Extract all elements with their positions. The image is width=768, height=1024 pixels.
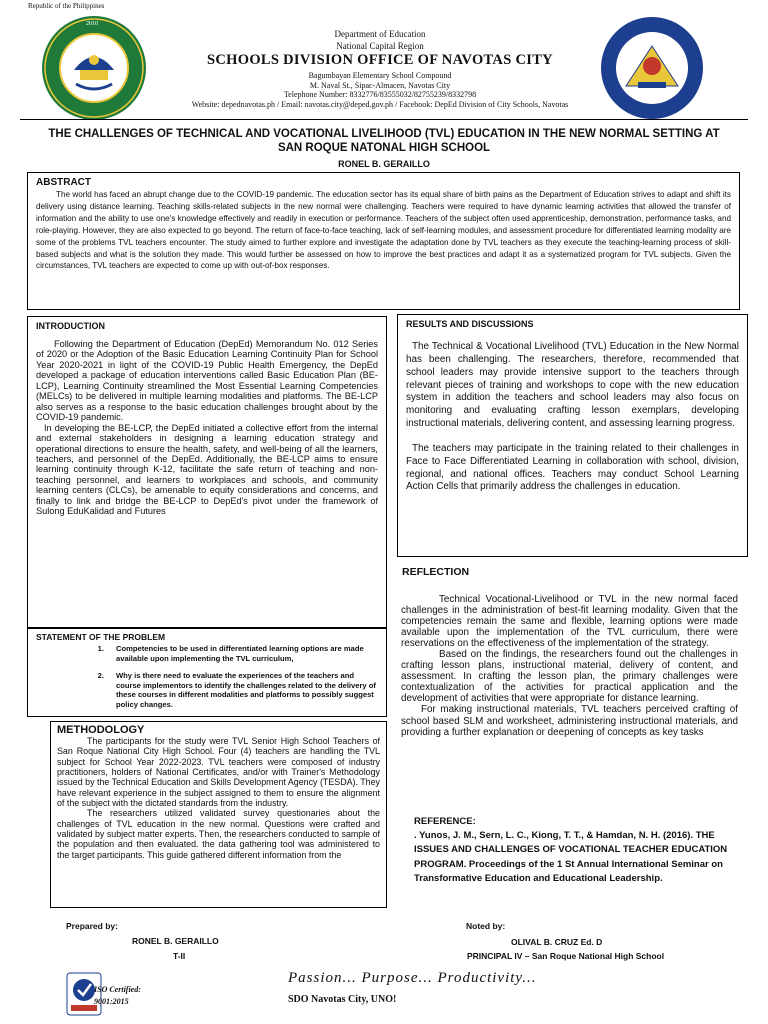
list-number: 2. [97,671,104,680]
reference-heading: REFERENCE: [414,816,476,827]
reflection-paragraph: Based on the findings, the researchers found out the challenges in crafting lesson plans, instructional material, delivery of content, and assessment. In crafting the lesson plan, the primary challenges were contextualization of the activities for practical application and the development of activities that were appropriate for distance learning. [401,649,738,705]
abstract-heading: ABSTRACT [36,177,91,188]
results-section [397,314,748,557]
reflection-heading: REFLECTION [402,566,470,578]
noted-by-label: Noted by: [466,921,506,931]
introduction-paragraph: Following the Department of Education (DepEd) Memorandum No. 012 Series of 2020 or the Adoption of the Basic Education Learning Continuity Plan for School Year 2020-2021 in light of the COVID-19 Public Health Emergency, the DepEd developed a package of education interventions called Basic Education Plan (BE-LCP), Learning Continuity streamlined the Most Essential Learning Competencies (MELCs) to be delivered in multiple learning modalities and platforms. The BE-LCP also serves as a response to the basic education challenges brought about by the COVID-19 pandemic. [36,339,378,423]
list-text: Why is there need to evaluate the experiences of the teachers and course implementors to identify the challenges related to the delivery of these courses in different modalities and platforms to possibly suggest policy changes. [116,671,376,709]
introduction-section [27,316,387,628]
sdo-navotas-seal [40,14,148,122]
results-paragraph: The Technical & Vocational Livelihood (TVL) Education in the New Normal has been challenging. The researchers, therefore, recommended that school leaders may provide intensive support to the teachers through relevant pieces of training and workshops to cope with the new education system in addition the teachers and school leaders may also focus on monitoring and evaluating crafting lesson exemplars, developing instructional materials, delivering content, and assessing learning progress. [406,341,739,430]
seal-year-label: 2010 [86,21,98,27]
author-name: RONEL B. GERAILLO [338,159,430,169]
methodology-section [50,721,387,908]
results-heading: RESULTS AND DISCUSSIONS [406,319,534,329]
deped-seal [600,16,704,120]
department-heading: Department of Education National Capital Region [334,29,426,51]
republic-label: Republic of the Philippines [28,2,105,10]
introduction-heading: INTRODUCTION [36,321,105,331]
office-name: SCHOOLS DIVISION OFFICE OF NAVOTAS CITY [207,52,553,68]
list-number: 1. [97,644,104,653]
methodology-paragraph: The participants for the study were TVL Senior High School Teachers of San Roque National City High School. Four (4) teachers are handling the TVL subject for School Year 2022-2023. TVL teachers were composed of industry practitioners, holders of National Certificates, and/or with Trainer's Methodology issued by the Technical Education and Skills Development Agency (TESDA). They have relevant experience in the subject assigned to them to ensure the alignment of the subject with the dictated standards from the industry. [57,736,380,809]
methodology-heading: METHODOLOGY [57,724,145,736]
noted-by-role: PRINCIPAL IV – San Roque National High School [467,951,665,961]
list-text: Competencies to be used in differentiated learning options are made available upon implementing the TVL curriculum, [116,644,364,663]
prepared-by-label: Prepared by: [66,921,118,931]
introduction-paragraph: In developing the BE-LCP, the DepEd initiated a collective effort from the internal and external stakeholders in designing a learning education strategy and operational directions to ensure the health, safety, and well-being of all the learners, teachers, and personnel of the DepEd. Additionally, the BE-LCP aims to ensure learning continuity through K-12, facilitate the safe return of teaching and non-teaching personnel, and learners to workplaces and schools, and community learning centers (CLCs), be amenable to equity considerations and concerns, and finally to link and bridge the BE-LCP to DepEd's pivot under the framework of Sulong EduKalidad and Futures [36,422,378,517]
abstract-section [27,172,740,310]
results-paragraph: The teachers may participate in the training related to their challenges in Face to Face Differentiated Learning in collaboration with school, division, regional, and national offices. Teachers may conduct School Learning Action Cells that primarily address the challenges in education. [406,442,739,493]
reflection-body [401,594,738,738]
prepared-by-name: RONEL B. GERAILLO [132,936,219,946]
iso-certified-text: ISO Certified: 9001:2015 [94,985,141,1006]
noted-by-name: OLIVAL B. CRUZ Ed. D [511,937,603,947]
paper-title: THE CHALLENGES OF TECHNICAL AND VOCATIONAL LIVELIHOOD (TVL) EDUCATION IN THE NEW NORMAL SETTING AT SAN ROQUE NATONAL HIGH SCHOOL [48,128,720,154]
statement-heading: STATEMENT OF THE PROBLEM [36,632,166,642]
prepared-by-role: T-II [173,951,186,961]
reflection-paragraph: For making instructional materials, TVL teachers perceived crafting of school based SLM and worksheet, administering instructional materials, and providing a further explanation or deepening of concepts as key tasks [401,704,738,738]
methodology-paragraph: The researchers utilized validated survey questionaries about the challenges of TVL education in the new normal. Questions were crafted and validated by subject matter experts. Then, the researchers conducted to sample of the population and then evaluated. the data gathering tool was administered to the target participants. This guide gathered different information from the [57,808,380,860]
statement-section [27,628,387,717]
statement-list [36,644,378,709]
reference-text: . Yunos, J. M., Sern, L. C., Kiong, T. T., & Hamdan, N. H. (2016). THE ISSUES AND CHALLENGES OF VOCATIONAL TEACHER EDUCATION PROGRAM. Proceedings of the 1 St Annual International Seminar on Transformative Education and Educational Leadership. [414,830,728,884]
header-divider [20,119,748,120]
office-address: Bagumbayan Elementary School Compound M. Naval St., Sipac-Almacen, Navotas City Telephone Number: 8332776/83555032/82755239/8332798 Website: depednavotas.ph / Email: navotas.city@deped.gov.ph / Facebook: DepEd Division of City Schools, Navotas [191,71,569,109]
list-item [36,644,378,663]
list-item [36,671,378,709]
motto-text: Passion... Purpose... Productivity... [288,970,537,986]
reflection-paragraph: Technical Vocational-Livelihood or TVL in the new normal faced challenges in the administration of best-fit learning modality. Given that the competencies remain the same and flexible, learning options were made available upon the implementation of the TVL curriculum, there were reservations on the effectiveness of the implementation of the strategy. [401,594,738,650]
sdo-slogan: SDO Navotas City, UNO! [288,994,397,1005]
abstract-text: The world has faced an abrupt change due to the COVID-19 pandemic. The education sector has its equal share of birth pains as the Department of Education strives to adapt and shift its delivery using distance learning. Teaching skills-related subjects in the new normal were challenging. Teachers were required to have dynamic learning activities that allowed the transfer of information and the ability to use one's knowledge effectively and readily in execution or performance. Teachers of the subject often used apprenticeship, demonstration, performance tasks, and role-playing. However, they are also expected to go beyond. The return of face-to-face teaching, lack of self-learning modules, and assessment procedure for differentiated learning modality are some of the problems TVL teachers encounter. The study aimed to further explore and investigate the adaptation done by TVL teachers as they execute the teaching-learning process of skill-based subjects and what is the solution they made. This would further be assessed on how to improve the best practices and adapt it as a systematized program for TVL subjects. Given the circumstances, TVL teachers are expected to come up with out-of-box responses. [36,190,731,271]
